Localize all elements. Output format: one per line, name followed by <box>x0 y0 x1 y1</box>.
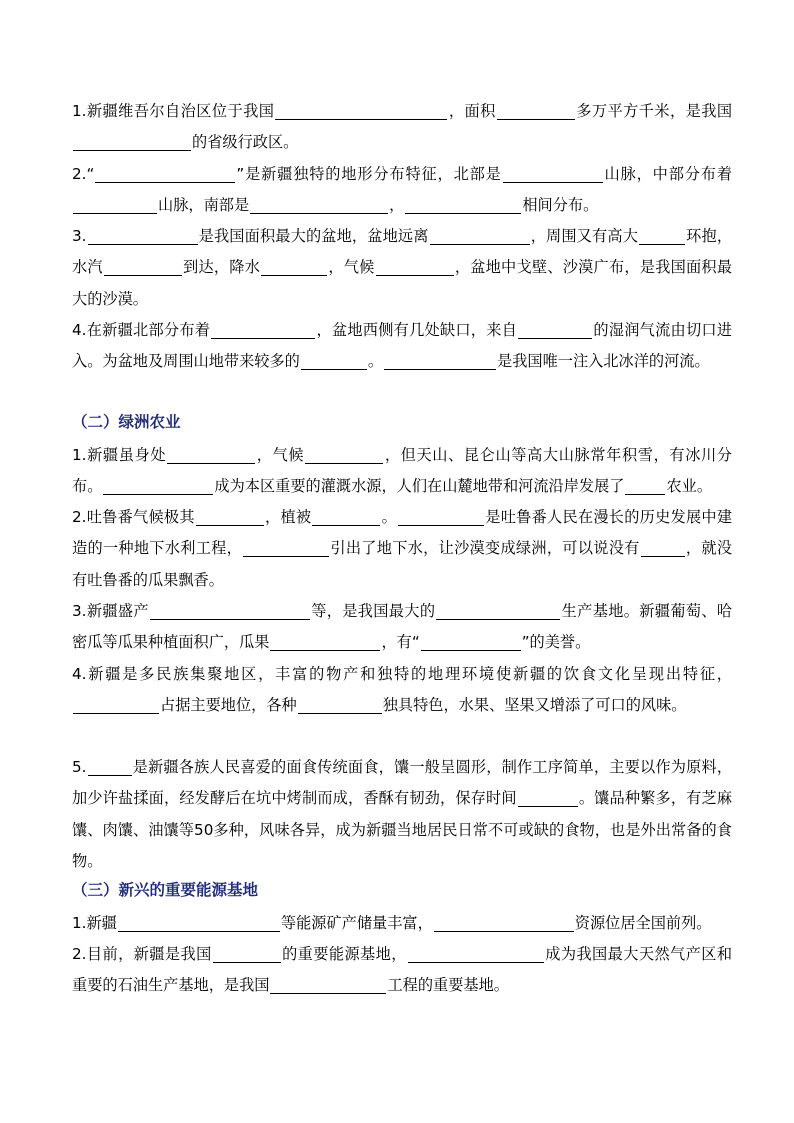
question-text: 的湿润气流由切口进入。为盆地及周围山地带来较多的 <box>72 321 733 371</box>
question-text: ，盆地西侧有几处缺口，来自 <box>316 321 518 339</box>
question-text: 2.目前，新疆是我国 <box>72 945 212 963</box>
question-a2 <box>72 159 732 222</box>
question-c2 <box>72 939 732 1002</box>
answer-blank[interactable] <box>408 944 544 963</box>
answer-blank[interactable] <box>73 132 191 151</box>
question-text: 工程的重要基地。 <box>387 976 509 995</box>
question-a4 <box>72 315 732 378</box>
question-text: 5. <box>72 758 87 776</box>
question-text: ，气候 <box>328 258 375 277</box>
question-text: 等，是我国最大的 <box>310 602 436 620</box>
question-text: 。 <box>381 508 398 526</box>
answer-blank[interactable] <box>305 445 383 464</box>
answer-blank[interactable] <box>384 351 496 370</box>
answer-blank[interactable] <box>405 195 521 214</box>
question-text: 的省级行政区。 <box>192 133 299 152</box>
answer-blank[interactable] <box>298 695 382 714</box>
question-text: 占据主要地位，各种 <box>160 696 297 715</box>
answer-blank[interactable] <box>73 695 159 714</box>
question-b4 <box>72 659 732 722</box>
question-text: 环抱，水汽 <box>72 227 733 277</box>
answer-blank[interactable] <box>250 195 388 214</box>
question-text: 3.新疆盛产 <box>72 602 149 620</box>
answer-blank[interactable] <box>503 164 603 183</box>
section-title-oasis-agriculture: （二）绿洲农业 <box>72 413 181 431</box>
answer-blank[interactable] <box>518 320 592 339</box>
question-text: 4.新疆是多民族集聚地区，丰富的物产和独特的地理环境使新疆的饮食文化呈现出特征， <box>72 665 732 683</box>
question-b1 <box>72 440 732 503</box>
question-text: 是新疆各族人民喜爱的面食传统面食，馕一般呈圆形，制作工序简单，主要以作为原料，加少许盐揉面，经发酵后在坑中烤制而成，香酥有韧劲，保存时间 <box>72 758 732 808</box>
question-text: 到达，降水 <box>182 258 261 277</box>
question-text: ”的美誉。 <box>521 633 591 652</box>
question-text: 相间分布。 <box>522 196 599 215</box>
question-text: 生产基地。新疆葡萄、哈密瓜等瓜果种植面积广，瓜果 <box>72 602 733 652</box>
answer-blank[interactable] <box>497 101 575 120</box>
question-text: 农业。 <box>666 477 712 496</box>
answer-blank[interactable] <box>270 632 380 651</box>
question-text: 3. <box>72 227 87 245</box>
answer-blank[interactable] <box>73 195 157 214</box>
answer-blank[interactable] <box>275 101 447 120</box>
question-text: 的重要能源基地， <box>281 945 407 963</box>
answer-blank[interactable] <box>213 944 281 963</box>
question-b2 <box>72 502 732 596</box>
question-text: 1.新疆虽身处 <box>72 446 167 464</box>
question-text: 等能源矿产储量丰富， <box>280 914 433 932</box>
section-title-energy-base: （三）新兴的重要能源基地 <box>72 881 259 899</box>
question-text: ，有“ <box>381 633 420 652</box>
question-text: 独具特色，水果、坚果又增添了可口的风味。 <box>382 696 687 715</box>
answer-blank[interactable] <box>211 320 315 339</box>
question-text: ，周围又有高大 <box>530 227 639 245</box>
question-text: 。馕品种繁多，有芝麻馕、肉馕、油馕等50多种，风味各异，成为新疆当地居民日常不可或缺的食物，也是外出常备的食物。 <box>72 789 733 871</box>
question-text: 山脉，南部是 <box>158 196 250 215</box>
answer-blank[interactable] <box>270 975 386 994</box>
question-text: 是吐鲁番人民在漫长的历史发展中建造的一种地下水利工程， <box>72 508 733 558</box>
question-a1 <box>72 96 732 159</box>
answer-blank[interactable] <box>103 476 213 495</box>
answer-blank[interactable] <box>625 476 665 495</box>
answer-blank[interactable] <box>312 507 380 526</box>
answer-blank[interactable] <box>430 226 530 245</box>
question-text: 多万平方千米，是我国 <box>575 102 732 120</box>
answer-blank[interactable] <box>376 257 454 276</box>
answer-blank[interactable] <box>196 507 264 526</box>
answer-blank[interactable] <box>301 351 367 370</box>
answer-blank[interactable] <box>104 257 182 276</box>
answer-blank[interactable] <box>243 538 329 557</box>
question-text: 1.新疆 <box>72 914 117 932</box>
question-c1 <box>72 908 732 939</box>
question-text: 。 <box>367 352 383 371</box>
question-text: ，气候 <box>256 446 305 464</box>
question-text: 成为本区重要的灌溉水源，人们在山麓地带和河流沿岸发展了 <box>214 477 625 496</box>
question-text: 2.吐鲁番气候极其 <box>72 508 195 526</box>
question-b3 <box>72 596 732 659</box>
answer-blank[interactable] <box>434 913 574 932</box>
question-text: 是我国唯一注入北冰洋的河流。 <box>497 352 710 371</box>
answer-blank[interactable] <box>150 601 310 620</box>
question-a3 <box>72 221 732 315</box>
answer-blank[interactable] <box>95 164 235 183</box>
question-text: 是我国面积最大的盆地，盆地远离 <box>198 227 429 245</box>
question-text: 山脉，中部分布着 <box>603 165 733 183</box>
answer-blank[interactable] <box>436 601 560 620</box>
answer-blank[interactable] <box>261 257 327 276</box>
question-text: ，就没有吐鲁番的瓜果飘香。 <box>72 539 733 589</box>
question-text: 资源位居全国前列。 <box>574 914 712 932</box>
answer-blank[interactable] <box>421 632 521 651</box>
question-text: ，植被 <box>264 508 312 526</box>
question-text: ， <box>389 196 405 215</box>
question-text: 成为我国最大天然气产区和重要的石油生产基地，是我国 <box>72 945 733 995</box>
answer-blank[interactable] <box>167 445 255 464</box>
answer-blank[interactable] <box>118 913 280 932</box>
question-text: 引出了地下水，让沙漠变成绿洲，可以说没有 <box>330 539 640 558</box>
answer-blank[interactable] <box>88 226 198 245</box>
question-text: ，但天山、昆仑山等高大山脉常年积雪，有冰川分布。 <box>72 446 732 496</box>
answer-blank[interactable] <box>641 538 685 557</box>
question-text: 2.“ <box>72 165 95 183</box>
answer-blank[interactable] <box>639 226 685 245</box>
question-text: ，盆地中戈壁、沙漠广布，是我国面积最大的沙漠。 <box>72 258 733 308</box>
question-text: 4.在新疆北部分布着 <box>72 321 211 339</box>
question-text: ，面积 <box>448 102 496 120</box>
answer-blank[interactable] <box>398 507 484 526</box>
question-b5 <box>72 752 732 878</box>
answer-blank[interactable] <box>88 757 132 776</box>
question-text: ”是新疆独特的地形分布特征，北部是 <box>236 165 502 183</box>
answer-blank[interactable] <box>518 788 578 807</box>
question-text: 1.新疆维吾尔自治区位于我国 <box>72 102 275 120</box>
